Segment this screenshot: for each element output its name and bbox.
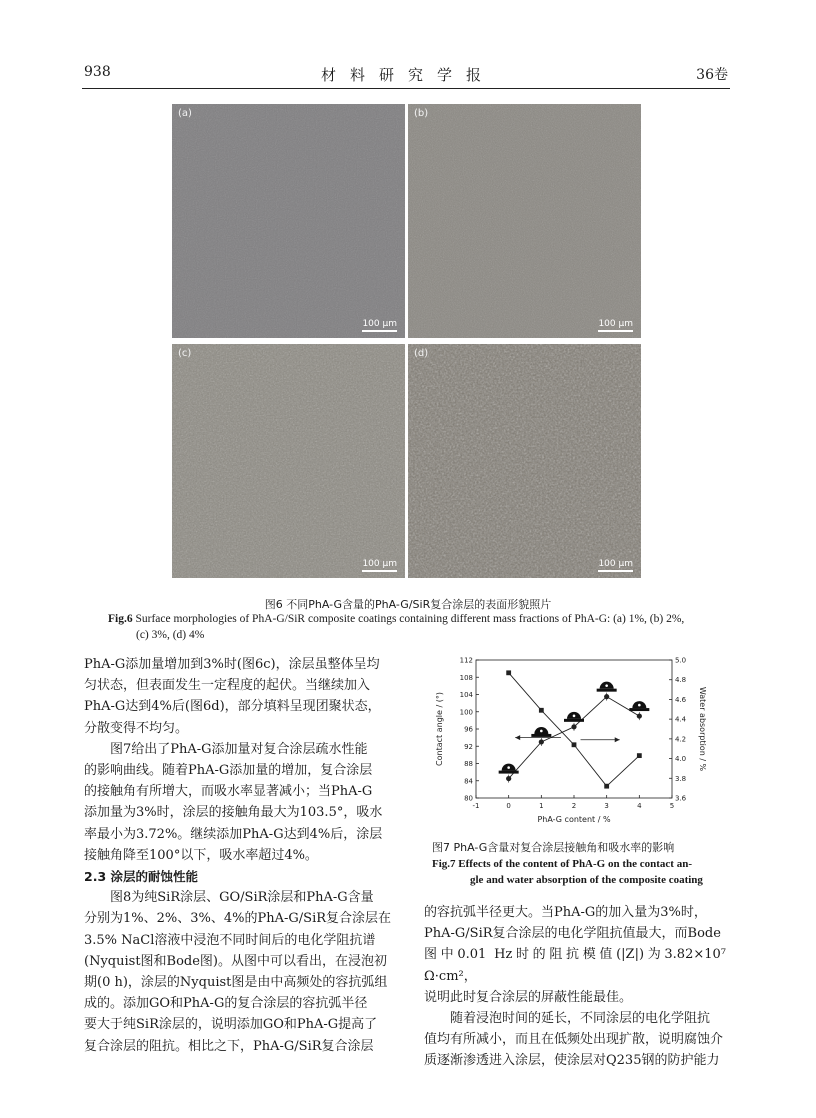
micrograph-d xyxy=(408,344,641,578)
y2-tick-label: 4.4 xyxy=(675,715,687,724)
text-line: 要大于纯SiR涂层的，说明添加GO和PhA-G提高了 xyxy=(84,1017,378,1033)
figure7-chart xyxy=(424,650,712,834)
text-line: 值均有所减小，而且在低频处出现扩散，说明腐蚀介 xyxy=(424,1032,724,1048)
y-tick-label: 104 xyxy=(459,691,473,699)
text-line: PhA-G添加量增加到3%时(图6c)，涂层虽整体呈均 xyxy=(84,657,380,672)
text-line: 随着浸泡时间的延长，不同涂层的电化学阻抗 xyxy=(450,1011,711,1027)
y-tick-label: 112 xyxy=(459,656,473,665)
droplet-substrate xyxy=(629,708,649,711)
y-tick-label: 84 xyxy=(464,777,473,786)
text-line: 说明此时复合涂层的屏蔽性能最佳。 xyxy=(424,989,633,1005)
y2-tick-label: 4.2 xyxy=(675,735,687,744)
header-rule xyxy=(82,88,730,89)
text-line: (Nyquist图和Bode图)。从图中可以看出，在浸泡初 xyxy=(84,953,388,969)
droplet-substrate xyxy=(499,771,519,774)
y-tick-label: 92 xyxy=(464,742,473,751)
right-column xyxy=(424,902,726,1072)
panel-label: (b) xyxy=(414,108,429,119)
text-line: PhA-G/SiR复合涂层的电化学阻抗值最大，而Bode xyxy=(424,926,721,942)
y2-tick-label: 5.0 xyxy=(675,656,687,665)
x-axis-label: PhA-G content / % xyxy=(537,815,611,824)
x-tick-label: 2 xyxy=(571,802,577,810)
droplet-highlight xyxy=(507,766,510,769)
figure7-caption-line1: Effects of the content of PhA-G on the contact an- xyxy=(458,858,692,870)
y-tick-label: 108 xyxy=(459,673,473,682)
y-tick-label: 100 xyxy=(459,708,473,717)
text-line: 的容抗弧半径更大。当PhA-G的加入量为3%时， xyxy=(424,905,707,920)
scale-bar: 100 μm xyxy=(598,319,633,332)
water-absorption-point xyxy=(539,708,544,713)
scale-bar: 100 μm xyxy=(598,559,633,572)
text-line: 3.5% NaCl溶液中浸泡不同时间后的电化学阻抗谱 xyxy=(84,932,376,948)
figure7-label: Fig.7 xyxy=(432,858,456,870)
volume-label: 36卷 xyxy=(696,67,728,83)
figure6-label: Fig.6 xyxy=(108,613,133,625)
droplet-highlight xyxy=(638,704,641,707)
section-heading: 2.3 涂层的耐蚀性能 xyxy=(84,869,198,885)
y2-tick-label: 4.8 xyxy=(675,676,687,685)
contact-angle-point xyxy=(539,739,544,744)
figure7-caption-cn: 图7 PhA-G含量对复合涂层接触角和吸水率的影响 xyxy=(432,841,675,854)
micrograph-c xyxy=(172,344,405,578)
figure6-caption-en xyxy=(108,612,728,627)
text-line: 添加量为3%时，涂层的接触角最大为103.5°，吸水 xyxy=(84,805,383,821)
figure7-caption-en xyxy=(432,857,692,872)
text-line: 匀状态，但表面发生一定程度的起伏。当继续加入 xyxy=(84,678,371,694)
droplet-highlight xyxy=(573,715,576,718)
page-number: 938 xyxy=(84,64,111,80)
x-tick-label: 1 xyxy=(539,802,544,810)
figure6-caption-cn: 图6 不同PhA-G含量的PhA-G/SiR复合涂层的表面形貌照片 xyxy=(264,598,552,611)
figure6-caption-line1: Surface morphologies of PhA-G/SiR composite coatings containing different mass fractions of PhA-G: (a) 1%, (b) 2%, xyxy=(135,613,685,625)
y2-tick-label: 3.6 xyxy=(675,794,687,803)
water-absorption-point xyxy=(637,753,642,758)
droplet-substrate xyxy=(564,719,584,722)
text-line: 的影响曲线。随着PhA-G添加量的增加，复合涂层 xyxy=(84,763,373,779)
contact-angle-point xyxy=(637,713,642,718)
droplet-highlight xyxy=(540,730,543,733)
y2-tick-label: 4.6 xyxy=(675,695,687,704)
y2-tick-label: 4.0 xyxy=(675,755,687,764)
micrograph-b xyxy=(408,104,641,338)
paragraph xyxy=(424,1008,726,1072)
water-absorption-point xyxy=(604,784,609,789)
panel-label: (d) xyxy=(414,348,429,359)
contact-angle-point xyxy=(506,776,511,781)
y2-axis-label: Water absorption / % xyxy=(698,686,707,772)
y-tick-label: 88 xyxy=(464,760,473,768)
text-line: 成的。添加GO和PhA-G的复合涂层的容抗弧半径 xyxy=(84,996,368,1012)
text-line: 图7给出了PhA-G添加量对复合涂层疏水性能 xyxy=(110,741,368,757)
text-line: 质逐渐渗透进入涂层，使涂层对Q235钢的防护能力 xyxy=(424,1053,720,1069)
text-line: 接触角降至100°以下，吸水率超过4%。 xyxy=(84,847,318,863)
panel-label: (a) xyxy=(178,108,192,119)
contact-angle-point xyxy=(571,724,576,729)
paragraph xyxy=(84,654,408,739)
text-line: 率最小为3.72%。继续添加PhA-G达到4%后，涂层 xyxy=(84,826,383,842)
y-tick-label: 80 xyxy=(464,794,473,803)
droplet-highlight xyxy=(605,684,608,687)
contact-angle-point xyxy=(604,694,609,699)
x-tick-label: -1 xyxy=(472,802,480,810)
paragraph xyxy=(84,887,408,1057)
scale-bar: 100 μm xyxy=(362,559,397,572)
droplet-substrate xyxy=(597,689,617,692)
text-line: 分散变得不均匀。 xyxy=(84,720,189,736)
figure6-caption-line2: (c) 3%, (d) 4% xyxy=(136,629,205,641)
y2-tick-label: 3.8 xyxy=(675,774,687,783)
text-line: 图中0.01 Hz时的阻抗模值(|Z|)为3.82×10⁷ Ω·cm²， xyxy=(424,947,726,984)
x-tick-label: 0 xyxy=(506,802,511,810)
y-axis-label: Contact angle / (°) xyxy=(435,692,444,766)
journal-title: 材料研究学报 xyxy=(320,66,495,84)
text-line: 分别为1%、2%、3%、4%的PhA-G/SiR复合涂层在 xyxy=(84,911,392,927)
droplet-substrate xyxy=(531,734,551,737)
arrow-right-head xyxy=(615,737,620,742)
x-tick-label: 3 xyxy=(604,802,609,810)
scale-bar: 100 μm xyxy=(362,319,397,332)
y-tick-label: 96 xyxy=(464,725,473,734)
micrograph-a xyxy=(172,104,405,338)
text-line: 的接触角有所增大，而吸水率显著减小；当PhA-G xyxy=(84,784,373,800)
panel-label: (c) xyxy=(178,348,192,359)
text-line: PhA-G达到4%后(图6d)，部分填料呈现团聚状态， xyxy=(84,699,381,715)
text-line: 期(0 h)，涂层的Nyquist图是由中高频处的容抗弧组 xyxy=(84,975,388,991)
paragraph xyxy=(424,902,726,1008)
x-tick-label: 4 xyxy=(637,802,642,810)
text-line: 图8为纯SiR涂层、GO/SiR涂层和PhA-G含量 xyxy=(110,890,374,906)
x-tick-label: 5 xyxy=(669,802,675,810)
figure7-caption-line2: gle and water absorption of the composite coating xyxy=(470,874,703,886)
water-absorption-point xyxy=(506,670,511,675)
left-column xyxy=(84,654,408,1057)
arrow-left-head xyxy=(515,735,520,740)
water-absorption-point xyxy=(572,742,577,747)
text-line: 复合涂层的阻抗。相比之下，PhA-G/SiR复合涂层 xyxy=(84,1038,374,1054)
paragraph xyxy=(84,739,408,866)
